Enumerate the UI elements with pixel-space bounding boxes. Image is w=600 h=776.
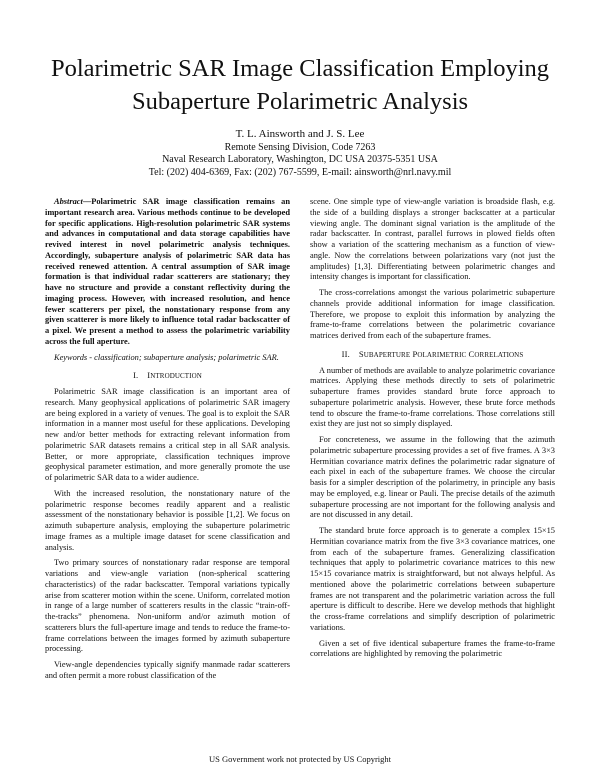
right-column bbox=[310, 197, 555, 665]
abstract-label: Abstract bbox=[54, 197, 83, 206]
body-paragraph: For concreteness, we assume in the following that the azimuth polarimetric subaperture processing provides a set of five frames. A 3×3 Hermitian covariance matrix defines the polarimetric radar signature of each pixel in each of the subaperture frames. We choose the circular basis for a simpler description of the polarimetry, in principle any basis may be employed, e.g. linear or Pauli. The precise details of the azimuth subaperture processing are not important for the following analysis and are not discussed in any detail. bbox=[310, 435, 555, 520]
author-contact: Tel: (202) 404-6369, Fax: (202) 767-5599, E-mail: ainsworth@nrl.navy.mil bbox=[148, 166, 452, 178]
body-paragraph: The standard brute force approach is to generate a complex 15×15 Hermitian covariance matrix from the five 3×3 covariance matrices, one from each of the subaperture frames. Generalizing classification techniques that apply to polarimetric covariance matrices to this new 15×15 covariance matrix is straightforward, but not always helpful. As mentioned above the polarimetric correlations between subaperture frames are not transparent and the polarimetric variation across the full aperture is difficult to describe. Here we develop methods that highlight the cross-frame correlations and simplify description of polarimetric variations. bbox=[310, 526, 555, 632]
author-block bbox=[40, 128, 560, 179]
body-paragraph: The cross-correlations amongst the various polarimetric subaperture channels provide additional information for image classification. Therefore, we propose to exploit this information by analyzing the frame-to-frame correlations between the polarimetric covariance matrices derived from each of the subaperture frames. bbox=[310, 288, 555, 340]
section-heading-subaperture: II. SUBAPERTURE POLARIMETRIC CORRELATIONS bbox=[341, 348, 524, 359]
left-column bbox=[45, 197, 290, 687]
author-names: T. L. Ainsworth and J. S. Lee bbox=[235, 128, 365, 140]
author-division: Remote Sensing Division, Code 7263 bbox=[224, 141, 376, 153]
intro-paragraph: With the increased resolution, the nonstationary nature of the polarimetric response becomes readily apparent and a realistic assessment of the nonstationary behavior is possible [1,2]. We focus on azimuth subaperture analysis, employing the subaperture polarimetric image frames as a multiple image dataset for scene classification and analysis. bbox=[45, 488, 290, 552]
paper-title: Polarimetric SAR Image Classification Employing Subaperture Polarimetric Analysis bbox=[50, 55, 550, 115]
intro-paragraph: Two primary sources of nonstationary radar response are temporal variations and view-angle variation (non-spherical scattering characteristics) of the radar backscatter. Temporal variations typically arise from scatterer motion within the scene. Uniform, correlated motion in range of a large number of scatterers results in the classic “train-off-the-tracks” phenomena. Non-uniform and/or azimuth motion of scatterers blurs the full-aperture image and tends to reduce the frame-to-frame correlations between the images formed by azimuth subaperture processing. bbox=[45, 558, 290, 654]
author-lab: Naval Research Laboratory, Washington, DC USA 20375-5351 USA bbox=[162, 154, 438, 165]
body-paragraph: scene. One simple type of view-angle variation is broadside flash, e.g. the side of a building displays a stronger backscatter at a particular viewing angle. The dominant signal variation is the amplitude of the radar backscatter. In contrast, parallel furrows in plowed fields often show a variation of the scattering mechanism as a function of view-angle. Now the correlations between polarizations vary (not just the amplitudes) [1,3]. Differentiating between polarimetric changes and intensity changes is important for classification. bbox=[310, 197, 555, 282]
keywords: Keywords - classification; subaperture analysis; polarimetric SAR. bbox=[54, 352, 279, 362]
body-paragraph: A number of methods are available to analyze polarimetric covariance matrices. Applying these methods directly to sets of polarimetric subaperture frames provides standard brute force approach to subaperture polarimetric analysis. However, these brute force methods tend to obscure the frame-to-frame correlations. Those correlations still exist they are just not so simply displayed. bbox=[310, 365, 555, 429]
section-heading-introduction: I. INTRODUCTION bbox=[133, 370, 202, 381]
body-paragraph: Given a set of five identical subaperture frames the frame-to-frame correlations are highlighted by removing the polarimetric bbox=[310, 638, 555, 659]
intro-paragraph: Polarimetric SAR image classification is an important area of research. Many geophysical applications of polarimetric SAR imagery are being explored in a variety of venues. The goal is to exploit the SAR information in a manner most useful for these applications. Developing new and/or better methods for extracting relevant information from polarimetric SAR datasets remains a critical step in all SAR analysis. Better, or more appropriate, classification techniques improve geophysical parameter estimation, and more generally promote the use of polarimetric SAR data to a wider audience. bbox=[45, 387, 290, 482]
abstract bbox=[45, 197, 290, 348]
copyright-footer: US Government work not protected by US Copyright bbox=[208, 754, 392, 764]
intro-paragraph: View-angle dependencies typically signify manmade radar scatterers and often permit a more robust classification of the bbox=[45, 660, 290, 680]
abstract-text: —Polarimetric SAR image classification remains an important research area. Various methods continue to be developed for specific applications. High-resolution polarimetric SAR systems and advances in computational and data storage capabilities have revived interest in novel polarimetric analysis techniques. Accordingly, subaperture analysis of polarimetric SAR data has received renewed attention. A central assumption of SAR image formation is that individual radar scatterers are stationary; they have no structure and provide a constant reflectivity during the imaging process. However, with increased resolution, and hence fewer scatterers per pixel, the nonstationary response from any given scatterer is more likely to influence total radar backscatter of a pixel. We present a method to assess the polarimetric variability across the full aperture. bbox=[45, 197, 290, 346]
